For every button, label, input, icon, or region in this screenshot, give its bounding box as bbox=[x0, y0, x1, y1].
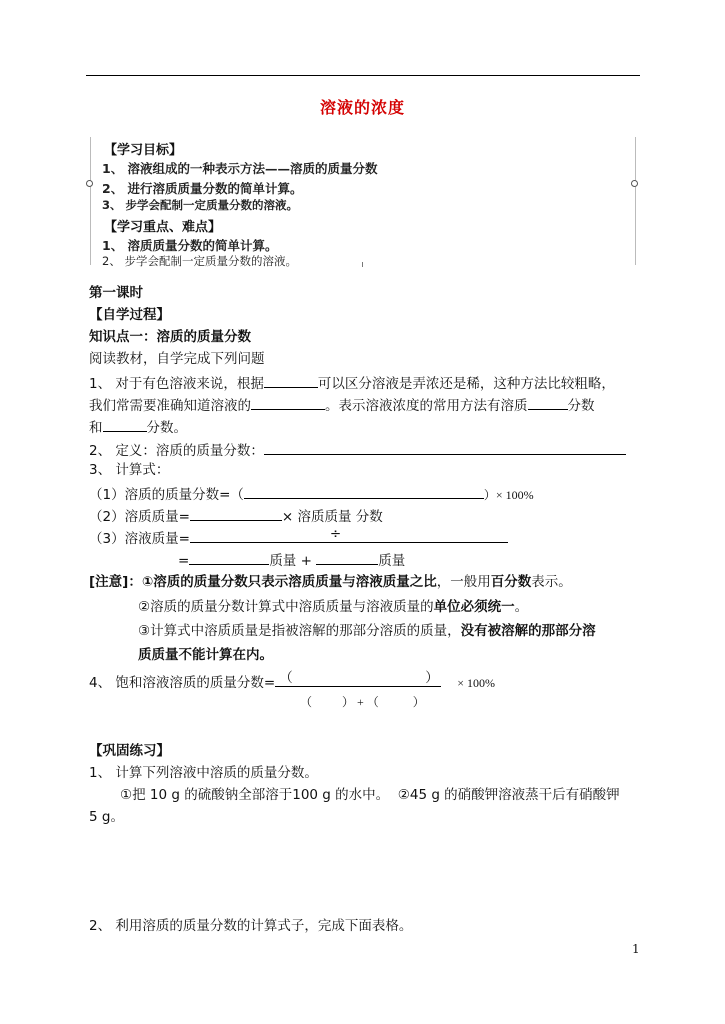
fraction-numerator[interactable]: （ ） bbox=[275, 672, 441, 687]
goals-box-left-border bbox=[90, 137, 91, 265]
blank[interactable]: ÷ bbox=[190, 530, 508, 543]
reading-instruction: 阅读教材，自学完成下列问题 bbox=[89, 351, 265, 367]
lesson-label: 第一课时 bbox=[89, 285, 143, 301]
blank[interactable] bbox=[528, 397, 568, 410]
question-1-line-2: 我们常需要准确知道溶液的 。表示溶液浓度的常用方法有溶质 分数 bbox=[89, 398, 595, 414]
blank[interactable] bbox=[264, 442, 626, 455]
resize-handle-right-icon[interactable] bbox=[631, 180, 638, 187]
formula-1: （1）溶质的质量分数=（ ）× 100% bbox=[89, 487, 534, 503]
blank[interactable] bbox=[264, 375, 318, 388]
formula-2: （2）溶质质量= × 溶质质量 分数 bbox=[89, 509, 383, 525]
note-1: [注意]：①溶质的质量分数只表示溶质质量与溶液质量之比，一般用百分数表示。 bbox=[89, 574, 572, 590]
note-3: ③计算式中溶质质量是指被溶解的那部分溶质的质量，没有被溶解的那部分溶 bbox=[138, 623, 596, 639]
practice-1-continuation: 5 g。 bbox=[89, 809, 124, 825]
blank[interactable] bbox=[316, 552, 378, 565]
page-title: 溶液的浓度 bbox=[319, 98, 405, 117]
goal-item-2: 2、 进行溶质质量分数的简单计算。 bbox=[102, 181, 303, 196]
blank[interactable] bbox=[190, 508, 282, 521]
note-4: 质质量不能计算在内。 bbox=[138, 647, 273, 663]
resize-handle-left-icon[interactable] bbox=[86, 180, 93, 187]
knowledge-point-1: 知识点一：溶质的质量分数 bbox=[89, 329, 251, 345]
page-number: 1 bbox=[632, 942, 640, 956]
blank[interactable] bbox=[251, 397, 325, 410]
goal-item-3: 3、 步学会配制一定质量分数的溶液。 bbox=[102, 198, 299, 212]
resize-handle-bottom-icon[interactable] bbox=[362, 262, 363, 267]
fraction-denominator: （ ） + （ ） bbox=[300, 695, 425, 709]
key-point-2: 2、 步学会配制一定质量分数的溶液。 bbox=[102, 254, 297, 268]
goals-box-right-border bbox=[635, 137, 636, 265]
practice-1: 1、 计算下列溶液中溶质的质量分数。 bbox=[89, 765, 318, 781]
question-1-line-3: 和 分数。 bbox=[89, 420, 187, 436]
blank[interactable] bbox=[103, 419, 147, 432]
blank[interactable] bbox=[189, 552, 269, 565]
blank[interactable] bbox=[244, 486, 484, 499]
question-1-line-1: 1、 对于有色溶液来说，根据 可以区分溶液是弄浓还是稀，这种方法比较粗略， bbox=[89, 376, 615, 392]
note-2: ②溶质的质量分数计算式中溶质质量与溶液质量的单位必须统一。 bbox=[138, 599, 529, 615]
key-point-1: 1、 溶质质量分数的简单计算。 bbox=[102, 238, 278, 253]
question-4: 4、 饱和溶液溶质的质量分数= （ ） × 100% bbox=[89, 670, 495, 691]
self-study-heading: 【自学过程】 bbox=[89, 307, 170, 323]
practice-heading: 【巩固练习】 bbox=[89, 743, 170, 759]
goals-heading: 【学习目标】 bbox=[104, 143, 183, 158]
learning-goals-image bbox=[90, 135, 636, 267]
question-3: 3、 计算式： bbox=[89, 462, 170, 478]
formula-3: （3）溶液质量= ÷ bbox=[89, 530, 508, 547]
practice-1-items: ①把 10 g 的硫酸钠全部溶于100 g 的水中。 ②45 g 的硝酸钾溶液蒸干后有硝酸钾 bbox=[120, 787, 620, 803]
goal-item-1: 1、 溶液组成的一种表示方法——溶质的质量分数 bbox=[102, 161, 378, 176]
header-rule bbox=[86, 75, 640, 76]
practice-2: 2、 利用溶质的质量分数的计算式子，完成下面表格。 bbox=[89, 918, 413, 934]
key-points-heading: 【学习重点、难点】 bbox=[104, 220, 222, 235]
formula-3-sum: = 质量 + 质量 bbox=[178, 553, 406, 569]
question-2: 2、 定义：溶质的质量分数： bbox=[89, 442, 626, 459]
